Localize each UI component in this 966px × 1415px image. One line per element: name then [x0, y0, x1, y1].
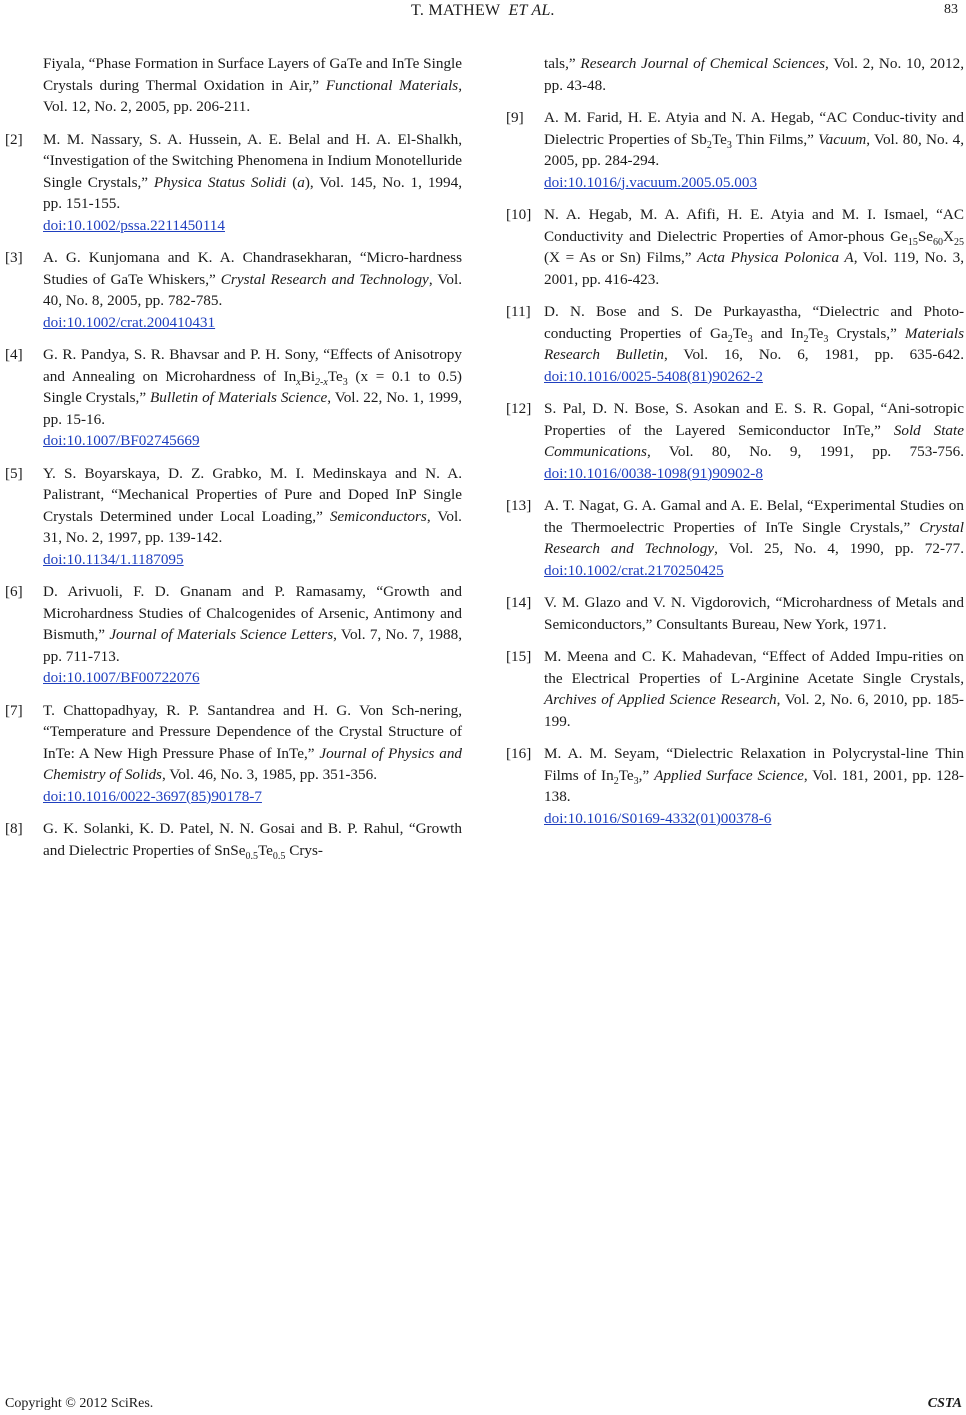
- right-column: [506, 53, 964, 840]
- reference-16: [506, 743, 964, 829]
- reference-15: [506, 646, 964, 732]
- ref-text: Crystals,”: [828, 324, 905, 342]
- ref-journal-part: a: [297, 173, 305, 191]
- ref-text: , Vol. 80, No. 9, 1991, pp. 753-756.: [646, 443, 964, 460]
- ref-text: tals,”: [544, 55, 581, 72]
- subscript: 3: [747, 333, 753, 345]
- ref-text: (x = 0.1 to 0.5) Single Crystals,”: [43, 367, 462, 406]
- ref-number: [4]: [5, 346, 23, 363]
- reference-10: [506, 204, 964, 290]
- doi-link[interactable]: doi:10.1016/j.vacuum.2005.05.003: [544, 173, 758, 191]
- ref-number: [13]: [506, 497, 532, 514]
- subscript: 3: [342, 376, 348, 388]
- reference-14: [506, 592, 964, 635]
- subscript: 0.5: [272, 850, 286, 862]
- running-head-authors: T. MATHEW: [410, 2, 501, 19]
- ref-text: M. A. M. Seyam, “Dielectric Relaxation in Polycrystal-line Thin Films of In: [544, 745, 964, 784]
- doi-link[interactable]: doi:10.1002/crat.2170250425: [544, 561, 724, 579]
- reference-7: [5, 700, 462, 808]
- ref-number: [16]: [506, 745, 532, 762]
- ref-number: [7]: [5, 701, 23, 719]
- subscript: 3: [823, 333, 829, 345]
- running-head: [0, 2, 966, 20]
- ref-text: S. Pal, D. N. Bose, S. Asokan and E. S. R. Gopal, “Ani-sotropic Properties of the Layered Semiconductor InTe,”: [544, 400, 964, 439]
- reference-8: [5, 818, 462, 861]
- ref-text: , Vol. 2, No. 10, 2012, pp. 43-48.: [544, 55, 964, 94]
- ref-text: , Vol. 16, No. 6, 1981, pp. 635-642.: [663, 346, 964, 363]
- ref-text: T. Chattopadhyay, R. P. Santandrea and H. G. Von Sch-nering, “Temperature and Pressure Dependence of the Crystal Structure of InTe: A New High Pressure Phase of InTe,”: [43, 701, 462, 762]
- ref-text: V. M. Glazo and V. N. Vigdorovich, “Microhardness of Metals and Semiconductors,” Consultants Bureau, New York, 1971.: [544, 594, 964, 633]
- ref-number: [6]: [5, 583, 23, 600]
- reference-9: [506, 107, 964, 193]
- subscript: 2: [727, 333, 733, 345]
- ref-text: M. Meena and C. K. Mahadevan, “Effect of Added Impu-rities on the Electrical Properties of L-Arginine Acetate Single Crystals,: [544, 648, 964, 687]
- ref-journal: Semiconductors: [329, 507, 427, 525]
- subscript: 3: [633, 775, 639, 787]
- reference-11: [506, 301, 964, 387]
- ref-text: Te: [618, 766, 634, 784]
- reference-1-continuation: [5, 53, 462, 118]
- ref-text: and In: [752, 324, 804, 342]
- ref-text: (X = As or Sn) Films,”: [544, 249, 698, 266]
- subscript: x: [296, 376, 301, 388]
- subscript: 2: [803, 333, 809, 345]
- ref-number: [5]: [5, 464, 23, 482]
- ref-text: Crys-: [285, 841, 323, 859]
- ref-text: (: [286, 173, 298, 191]
- ref-text: , Vol. 40, No. 8, 2005, pp. 782-785.: [43, 270, 462, 309]
- subscript: 25: [954, 236, 964, 248]
- subscript: 2: [613, 775, 619, 787]
- ref-text: Y. S. Boyarskaya, D. Z. Grabko, M. I. Medinskaya and N. A. Palistrant, “Mechanical Properties of Pure and Doped InP Single Crystals Determined under Local Loading,”: [43, 464, 462, 525]
- ref-text: , Vol. 80, No. 4, 2005, pp. 284-294.: [544, 130, 965, 169]
- ref-text: A. M. Farid, H. E. Atyia and N. A. Hegab, “AC Conduc-tivity and Dielectric Properties of Sb: [544, 109, 964, 148]
- ref-text: D. Arivuoli, F. D. Gnanam and P. Ramasamy, “Growth and Microhardness Studies of Chalcogenides of Arsenic, Antimony and Bismuth,”: [43, 583, 462, 643]
- ref-text: D. N. Bose and S. De Purkayastha, “Dielectric and Photo-conducting Properties of Ga: [544, 303, 964, 342]
- ref-text: , Vol. 46, No. 3, 1985, pp. 351-356.: [161, 766, 378, 783]
- ref-journal: Physica Status Solidi: [153, 173, 287, 191]
- ref-journal: Applied Surface Science: [654, 766, 804, 784]
- ref-number: [10]: [506, 206, 532, 223]
- ref-text: , Vol. 25, No. 4, 1990, pp. 72-77.: [714, 540, 964, 557]
- running-head-etal: ET AL.: [508, 2, 556, 19]
- reference-13: [506, 495, 964, 581]
- subscript: 2-x: [315, 376, 328, 388]
- reference-5: [5, 463, 462, 571]
- ref-number: [12]: [506, 400, 532, 417]
- ref-journal: Archives of Applied Science Research: [544, 691, 777, 708]
- ref-text: , Vol. 22, No. 1, 1999, pp. 15-16.: [43, 389, 463, 428]
- ref-journal: Research Journal of Chemical Sciences: [580, 55, 826, 72]
- ref-journal: Journal of Materials Science Letters: [109, 626, 334, 643]
- ref-text: ,”: [638, 766, 655, 784]
- reference-6: [5, 581, 462, 689]
- left-column: [5, 53, 462, 872]
- ref-number: [14]: [506, 594, 532, 611]
- ref-journal: Sold State Communications: [544, 421, 964, 460]
- ref-text: Fiyala, “Phase Formation in Surface Layers of GaTe and InTe Single Crystals during Thermal Oxidation in Air,”: [43, 55, 462, 94]
- ref-journal: Acta Physica Polonica A: [697, 249, 854, 266]
- ref-text: , Vol. 7, No. 7, 1988, pp. 711-713.: [43, 626, 462, 665]
- ref-text: Te: [808, 324, 824, 342]
- ref-text: ), Vol. 145, No. 1, 1994, pp. 151-155.: [43, 173, 462, 212]
- reference-4: [5, 344, 462, 452]
- ref-journal: Journal of Physics and Chemistry of Solids: [43, 744, 463, 783]
- ref-text: X: [943, 227, 954, 245]
- subscript: 2: [706, 139, 712, 151]
- page-number: 83: [944, 2, 958, 17]
- ref-text: , Vol. 2, No. 6, 2010, pp. 185-199.: [544, 691, 964, 730]
- page-header: [0, 0, 966, 30]
- ref-text: G. K. Solanki, K. D. Patel, N. N. Gosai and B. P. Rahul, “Growth and Dielectric Properties of SnSe: [43, 820, 462, 859]
- copyright-text: Copyright © 2012 SciRes.: [5, 1396, 154, 1411]
- doi-link[interactable]: doi:10.1016/0038-1098(91)90902-8: [544, 464, 763, 482]
- ref-text: A. T. Nagat, G. A. Gamal and A. E. Belal, “Experimental Studies on the Thermoelectric Properties of InTe Single Crystals,”: [544, 497, 964, 536]
- ref-number: [15]: [506, 648, 532, 665]
- subscript: 0.5: [245, 850, 258, 862]
- ref-journal: Materials Research Bulletin: [544, 324, 964, 363]
- ref-text: , Vol. 12, No. 2, 2005, pp. 206-211.: [43, 76, 462, 115]
- ref-text: Bi: [300, 367, 316, 385]
- subscript: 15: [907, 236, 918, 248]
- ref-text: Te: [711, 130, 727, 148]
- ref-text: M. M. Nassary, S. A. Hussein, A. E. Belal and H. A. El-Shalkh, “Investigation of the Switching Phenomena in Indium Monotelluride Single Crystals,”: [43, 130, 462, 191]
- reference-8-continuation: [506, 53, 964, 96]
- ref-text: Te: [732, 324, 748, 342]
- ref-text: Te: [327, 367, 343, 385]
- reference-2: [5, 129, 462, 237]
- ref-journal: Crystal Research and Technology: [544, 518, 964, 557]
- ref-text: , Vol. 31, No. 2, 1997, pp. 139-142.: [43, 507, 462, 546]
- page-footer: [0, 1394, 966, 1414]
- doi-link[interactable]: doi:10.1002/crat.200410431: [43, 313, 216, 331]
- doi-link[interactable]: doi:10.1134/1.1187095: [43, 550, 184, 568]
- doi-link[interactable]: doi:10.1016/0025-5408(81)90262-2: [544, 367, 763, 385]
- ref-text: , Vol. 181, 2001, pp. 128-138.: [544, 766, 964, 805]
- ref-number: [8]: [5, 820, 23, 837]
- ref-journal: Vacuum: [818, 130, 867, 148]
- ref-number: [3]: [5, 249, 23, 266]
- doi-link[interactable]: doi:10.1007/BF00722076: [43, 669, 200, 686]
- ref-text: Se: [917, 227, 934, 245]
- subscript: 60: [933, 236, 944, 248]
- reference-3: [5, 247, 462, 333]
- subscript: 3: [726, 139, 732, 151]
- ref-text: Te: [257, 841, 273, 859]
- ref-journal: Bulletin of Materials Science: [150, 389, 328, 406]
- doi-link[interactable]: doi:10.1016/0022-3697(85)90178-7: [43, 787, 262, 805]
- ref-text: G. R. Pandya, S. R. Bhavsar and P. H. Sony, “Effects of Anisotropy and Annealing on Microhardness of In: [43, 346, 462, 385]
- ref-text: A. G. Kunjomana and K. A. Chandrasekharan, “Micro-hardness Studies of GaTe Whiskers,”: [43, 249, 462, 288]
- ref-journal: Functional Materials: [325, 76, 459, 94]
- doi-link[interactable]: doi:10.1002/pssa.2211450114: [43, 216, 225, 234]
- doi-link[interactable]: doi:10.1007/BF02745669: [43, 432, 200, 449]
- ref-number: [11]: [506, 303, 531, 320]
- reference-12: [506, 398, 964, 484]
- ref-text: N. A. Hegab, M. A. Afifi, H. E. Atyia and M. I. Ismael, “AC Conductivity and Dielectric Properties of Amor-phous Ge: [544, 206, 964, 245]
- ref-text: , Vol. 119, No. 3, 2001, pp. 416-423.: [544, 249, 964, 288]
- ref-number: [9]: [506, 109, 524, 126]
- journal-abbrev: CSTA: [927, 1396, 962, 1411]
- doi-link[interactable]: doi:10.1016/S0169-4332(01)00378-6: [544, 809, 772, 827]
- ref-text: Thin Films,”: [731, 130, 819, 148]
- ref-journal: Crystal Research and Technology: [220, 270, 429, 288]
- ref-number: [2]: [5, 130, 23, 148]
